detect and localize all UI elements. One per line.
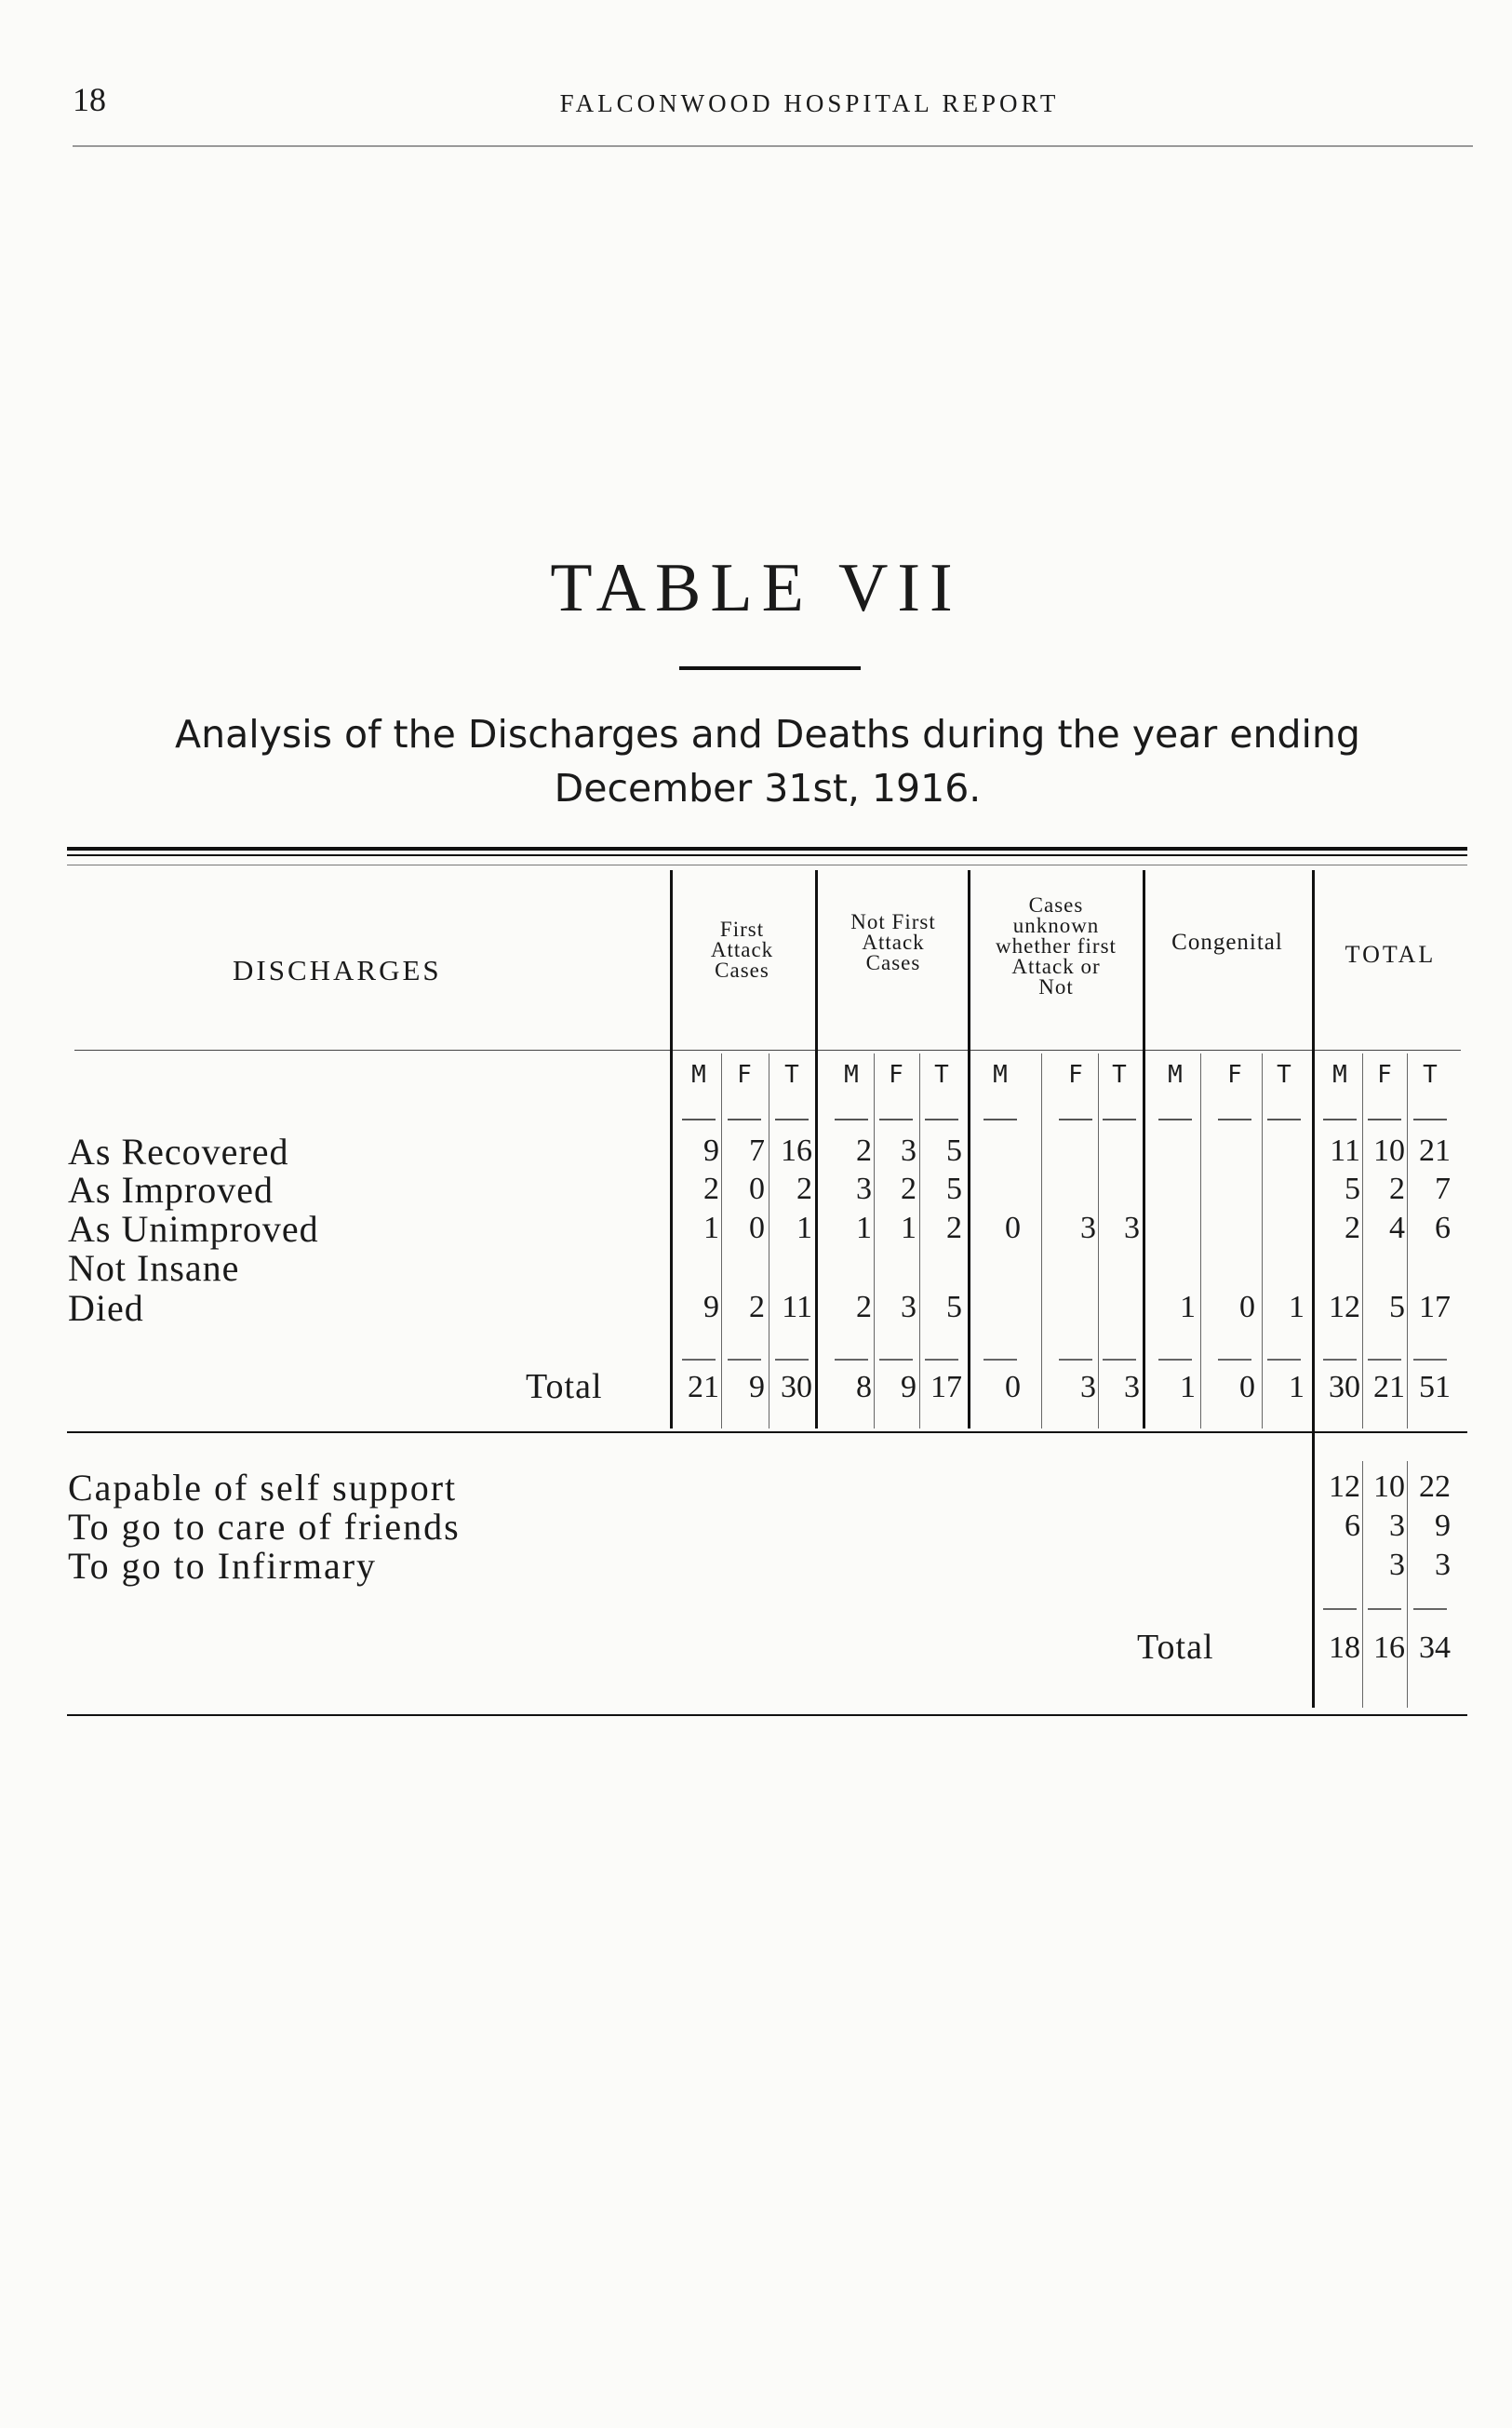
total-rule [67, 1431, 1467, 1433]
summary-cell: 22 [1419, 1469, 1451, 1504]
subheader-dash [983, 1119, 1017, 1120]
pre-total-dash [728, 1359, 761, 1361]
summary-dash [1413, 1608, 1447, 1610]
subcolumn-rule [1262, 1053, 1263, 1429]
pre-total-dash [1267, 1359, 1301, 1361]
column-rule [1143, 870, 1145, 1429]
group-header-line: Not First [850, 910, 936, 933]
summary-total-cell: 16 [1373, 1630, 1405, 1665]
subheader-cell: F [889, 1061, 903, 1089]
pre-total-dash [1218, 1359, 1251, 1361]
total-cell: 1 [1180, 1370, 1196, 1404]
subheader-dash [1368, 1119, 1401, 1120]
subheader-cell: T [1423, 1061, 1438, 1089]
total-cell: 9 [901, 1370, 917, 1404]
row-cell: 9 [703, 1290, 719, 1324]
row-cell: 7 [1435, 1172, 1451, 1206]
row-cell: 1 [901, 1211, 917, 1245]
total-cell: 8 [856, 1370, 872, 1404]
row-cell: 3 [1080, 1211, 1096, 1245]
column-rule [968, 870, 970, 1429]
row-cell: 3 [1124, 1211, 1140, 1245]
total-cell: 9 [749, 1370, 765, 1404]
summary-cell: 3 [1389, 1509, 1405, 1543]
summary-cell: 9 [1435, 1509, 1451, 1543]
subcolumn-rule [721, 1053, 722, 1429]
column-rule [670, 870, 673, 1429]
row-cell: 11 [1330, 1134, 1360, 1168]
total-cell: 30 [1329, 1370, 1360, 1404]
subheader-cell: M [1168, 1061, 1183, 1089]
row-cell: 21 [1419, 1134, 1451, 1168]
group-header-line: Attack or [1011, 955, 1101, 978]
pre-total-dash [983, 1359, 1017, 1361]
summary-total-cell: 34 [1419, 1630, 1451, 1665]
row-label: As Unimproved [68, 1208, 319, 1250]
subcolumn-rule [1200, 1053, 1201, 1429]
title-rule [679, 666, 861, 670]
row-cell: 0 [1005, 1211, 1021, 1245]
total-cell: 21 [1373, 1370, 1405, 1404]
subheader-cell: T [934, 1061, 949, 1089]
subheader-dash [775, 1119, 809, 1120]
pre-total-dash [1368, 1359, 1401, 1361]
row-label: As Improved [68, 1169, 274, 1211]
row-cell: 2 [703, 1172, 719, 1206]
subheader-cell: M [691, 1061, 706, 1089]
total-cell: 0 [1005, 1370, 1021, 1404]
group-header [1314, 941, 1467, 968]
group-header-line: Congenital [1171, 930, 1283, 955]
group-header [1144, 932, 1310, 953]
subtitle-line-1: Analysis of the Discharges and Deaths during the year ending [175, 712, 1360, 757]
group-header-line: Cases [865, 951, 921, 974]
summary-subcolumn-rule [1362, 1461, 1363, 1708]
discharges-header: DISCHARGES [233, 954, 442, 986]
row-cell: 6 [1435, 1211, 1451, 1245]
row-cell: 17 [1419, 1290, 1451, 1324]
pre-total-dash [1413, 1359, 1447, 1361]
subcolumn-rule [1362, 1053, 1363, 1429]
table-title: TABLE VII [550, 550, 962, 626]
row-cell: 10 [1373, 1134, 1405, 1168]
total-cell: 21 [688, 1370, 719, 1404]
page-number: 18 [73, 81, 106, 118]
summary-cell: 6 [1345, 1509, 1360, 1543]
subheader-cell: M [844, 1061, 859, 1089]
column-rule [815, 870, 818, 1429]
pre-total-dash [1059, 1359, 1092, 1361]
subheader-dash [1413, 1119, 1447, 1120]
table-bottom-rule [67, 1714, 1467, 1716]
row-cell: 5 [1389, 1290, 1405, 1324]
group-header-line: First [719, 918, 765, 941]
row-cell: 2 [749, 1290, 765, 1324]
running-title: FALCONWOOD HOSPITAL REPORT [559, 89, 1060, 117]
group-header-line: Cases [715, 959, 769, 982]
table-top-rule [67, 847, 1467, 851]
row-cell: 12 [1329, 1290, 1360, 1324]
table-subtitle [121, 707, 1414, 815]
row-cell: 1 [856, 1211, 872, 1245]
subheader-dash [1103, 1119, 1136, 1120]
summary-cell: 12 [1329, 1469, 1360, 1504]
row-label: Not Insane [68, 1247, 240, 1289]
total-cell: 30 [781, 1370, 812, 1404]
subheader-dash [925, 1119, 958, 1120]
total-label: Total [526, 1367, 603, 1406]
subheader-cell: T [1277, 1061, 1291, 1089]
subheader-dash [835, 1119, 868, 1120]
row-cell: 9 [703, 1134, 719, 1168]
row-label: Died [68, 1287, 144, 1329]
subheader-dash [1323, 1119, 1357, 1120]
subcolumn-rule [1407, 1053, 1408, 1429]
row-cell: 3 [901, 1134, 917, 1168]
table-top-rule-thin [67, 854, 1467, 856]
pre-total-dash [879, 1359, 913, 1361]
summary-cell: 3 [1389, 1548, 1405, 1582]
summary-dash [1323, 1608, 1357, 1610]
total-cell: 17 [930, 1370, 962, 1404]
summary-total-label: Total [1137, 1628, 1214, 1667]
header-rule [73, 145, 1473, 147]
subcolumn-rule [874, 1053, 875, 1429]
group-header-line: Attack [862, 931, 925, 954]
subheader-dash [1267, 1119, 1301, 1120]
row-cell: 2 [1345, 1211, 1360, 1245]
row-cell: 1 [703, 1211, 719, 1245]
row-cell: 4 [1389, 1211, 1405, 1245]
group-header-line: TOTAL [1345, 941, 1437, 968]
pre-total-dash [1158, 1359, 1192, 1361]
row-cell: 2 [1389, 1172, 1405, 1206]
subheader-dash [879, 1119, 913, 1120]
group-header-line: unknown [1012, 914, 1100, 937]
subcolumn-rule [1098, 1053, 1099, 1429]
row-cell: 0 [1239, 1290, 1255, 1324]
subheader-cell: F [1068, 1061, 1083, 1089]
summary-label: To go to care of friends [68, 1506, 461, 1548]
row-cell: 1 [1180, 1290, 1196, 1324]
subheader-cell: M [1332, 1061, 1347, 1089]
group-header-line: whether first [996, 934, 1117, 958]
group-header-line: Not [1038, 975, 1074, 999]
row-cell: 2 [796, 1172, 812, 1206]
subheader-dash [728, 1119, 761, 1120]
group-header-line: Cases [1028, 893, 1084, 917]
row-cell: 0 [749, 1172, 765, 1206]
row-cell: 2 [901, 1172, 917, 1206]
row-cell: 7 [749, 1134, 765, 1168]
group-header [970, 895, 1143, 998]
subheader-cell: F [1227, 1061, 1242, 1089]
row-cell: 2 [946, 1211, 962, 1245]
pre-total-dash [925, 1359, 958, 1361]
total-cell: 51 [1419, 1370, 1451, 1404]
summary-subcolumn-rule [1407, 1461, 1408, 1708]
subheader-cell: T [1112, 1061, 1127, 1089]
summary-total-cell: 18 [1329, 1630, 1360, 1665]
row-cell: 3 [901, 1290, 917, 1324]
pre-total-dash [835, 1359, 868, 1361]
group-header-rule [74, 1050, 1461, 1051]
subheader-dash [682, 1119, 716, 1120]
summary-dash [1368, 1608, 1401, 1610]
pre-total-dash [775, 1359, 809, 1361]
row-label: As Recovered [68, 1131, 289, 1173]
row-cell: 11 [782, 1290, 812, 1324]
pre-total-dash [1323, 1359, 1357, 1361]
row-cell: 2 [856, 1134, 872, 1168]
subheader-cell: T [784, 1061, 799, 1089]
row-cell: 2 [856, 1290, 872, 1324]
group-header [670, 919, 814, 981]
summary-label: Capable of self support [68, 1467, 458, 1509]
column-rule [1312, 870, 1315, 1708]
group-header [819, 912, 968, 973]
subtitle-line-2: December 31st, 1916. [554, 766, 982, 811]
group-header-line: Attack [710, 938, 774, 961]
subheader-dash [1158, 1119, 1192, 1120]
summary-cell: 10 [1373, 1469, 1405, 1504]
subheader-dash [1218, 1119, 1251, 1120]
subheader-dash [1059, 1119, 1092, 1120]
row-cell: 0 [749, 1211, 765, 1245]
row-cell: 1 [796, 1211, 812, 1245]
row-cell: 3 [856, 1172, 872, 1206]
subcolumn-rule [919, 1053, 920, 1429]
summary-label: To go to Infirmary [68, 1545, 378, 1587]
row-cell: 5 [946, 1172, 962, 1206]
subcolumn-rule [1041, 1053, 1042, 1429]
pre-total-dash [1103, 1359, 1136, 1361]
total-cell: 1 [1289, 1370, 1305, 1404]
total-cell: 3 [1080, 1370, 1096, 1404]
row-cell: 16 [781, 1134, 812, 1168]
total-cell: 3 [1124, 1370, 1140, 1404]
subheader-cell: F [737, 1061, 752, 1089]
summary-cell: 3 [1435, 1548, 1451, 1582]
total-cell: 0 [1239, 1370, 1255, 1404]
row-cell: 1 [1289, 1290, 1305, 1324]
row-cell: 5 [1345, 1172, 1360, 1206]
row-cell: 5 [946, 1134, 962, 1168]
subheader-cell: M [993, 1061, 1008, 1089]
pre-total-dash [682, 1359, 716, 1361]
subheader-cell: F [1377, 1061, 1392, 1089]
row-cell: 5 [946, 1290, 962, 1324]
